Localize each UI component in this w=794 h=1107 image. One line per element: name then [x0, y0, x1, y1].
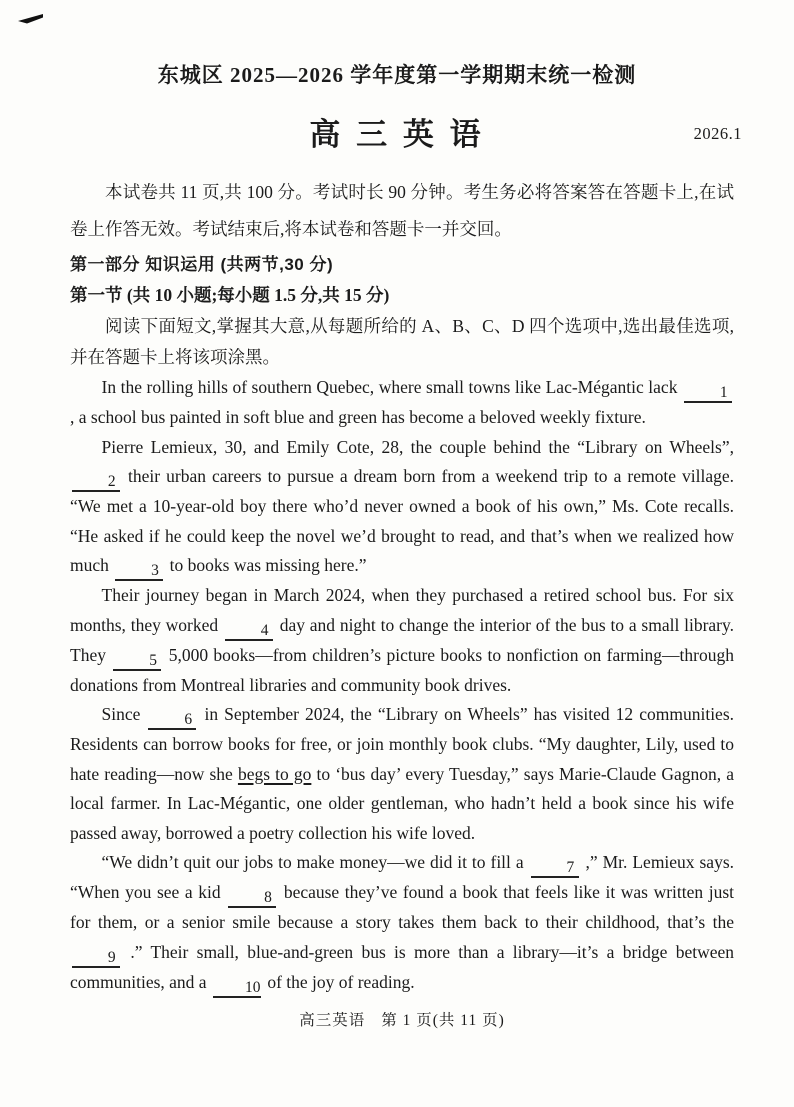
blank-number: 2 [107, 473, 116, 490]
cloze-instructions: 阅读下面短文,掌握其大意,从每题所给的 A、B、C、D 四个选项中,选出最佳选项,并在答题卡上将该项涂黑。 [70, 316, 734, 367]
exam-header [0, 0, 794, 156]
cloze-blank-6 [148, 709, 196, 730]
blank-number: 5 [149, 651, 157, 669]
passage-text: Pierre Lemieux, 30, and Emily Cote, 28, the couple behind the “Library on Wheels”, [101, 436, 734, 457]
passage-text: , a school bus painted in soft blue and green has become a beloved weekly fixture. [70, 407, 646, 427]
blank-number: 10 [244, 978, 261, 996]
blank-number: 6 [184, 711, 193, 728]
blank-number: 4 [260, 621, 269, 639]
cloze-blank-7 [531, 857, 579, 878]
blank-number: 8 [264, 889, 272, 906]
exam-body [70, 174, 734, 1030]
passage-paragraph-5 [70, 848, 734, 998]
passage-text: because they’ve found a book that feels like it was written just for them, or a senior smile because a story takes them back to their childhood, that’s the [70, 882, 735, 932]
cloze-blank-3 [115, 560, 163, 581]
passage-text: Since [101, 704, 141, 724]
exam-date: 2026.1 [693, 124, 742, 143]
section1-heading: 第一节 (共 10 小题;每小题 1.5 分,共 15 分) [70, 285, 390, 305]
passage-text: to books was missing here.” [169, 555, 367, 575]
passage-paragraph-4 [70, 700, 734, 848]
passage-text: of the joy of reading. [267, 971, 415, 992]
part1-heading: 第一部分 知识运用 (共两节,30 分) [70, 255, 334, 274]
blank-number: 1 [719, 384, 728, 401]
passage-text: ,” Mr. Lemieux says. “When you see a kid [70, 852, 735, 902]
corner-flag-icon [18, 14, 44, 26]
cloze-blank-5 [113, 650, 161, 671]
blank-number: 3 [151, 562, 159, 579]
passage-text: .” Their small, blue-and-green bus is more than a library—it’s a bridge between communities, and a [70, 941, 735, 992]
passage-text: their urban careers to pursue a dream born from a weekend trip to a remote village. “We met a 10-year-old boy there who’d never owned a book of his own,” Ms. Cote recalls. “He asked if he could keep the novel we’d brought to read, and that’s when we realized how much [70, 466, 734, 575]
passage-paragraph-2 [70, 433, 734, 582]
passage-text: 5,000 books—from children’s picture books to nonfiction on farming—through donations from Montreal libraries and community book drives. [70, 644, 735, 695]
exam-notice: 本试卷共 11 页,共 100 分。考试时长 90 分钟。考生务必将答案答在答题卡上,在试卷上作答无效。考试结束后,将本试卷和答题卡一并交回。 [70, 182, 734, 239]
cloze-blank-10 [213, 977, 261, 998]
passage-text: in September 2024, the “Library on Wheels” has visited 12 communities. Residents can borrow books for free, or join monthly book clubs. “My daughter, Lily, used to hate reading—now she [70, 704, 735, 784]
blank-number: 7 [566, 859, 575, 876]
exam-session-title: 东城区 2025—2026 学年度第一学期期末统一检测 [157, 63, 637, 87]
footer-subject: 高三英语 [299, 1011, 366, 1029]
passage-paragraph-3 [70, 581, 734, 700]
passage-paragraph-1 [70, 373, 734, 433]
blank-number: 9 [107, 948, 116, 966]
cloze-blank-2 [72, 471, 120, 492]
passage-text: “We didn’t quit our jobs to make money—we did it to fill a [101, 852, 524, 872]
cloze-blank-4 [225, 620, 273, 641]
footer-page-number: 第 1 页(共 11 页) [381, 1011, 505, 1029]
page-footer [70, 1008, 734, 1030]
passage-text: day and night to change the interior of the bus to a small library. They [70, 614, 734, 665]
cloze-blank-1 [684, 382, 732, 403]
passage-text: In the rolling hills of southern Quebec, where small towns like Lac-Mégantic lack [101, 377, 678, 397]
subject-title-row [0, 114, 794, 156]
underlined-phrase: begs to go [237, 763, 312, 784]
passage-text: to ‘bus day’ every Tuesday,” says Marie-Claude Gagnon, a local farmer. In Lac-Mégantic, one older gentleman, who hadn’t held a book since his wife passed away, borrowed a poetry collection his wife loved. [70, 763, 735, 843]
cloze-blank-9 [72, 947, 120, 968]
subject-title: 高 三 英 语 [309, 117, 485, 152]
passage-text: Their journey began in March 2024, when they purchased a retired school bus. For six months, they worked [70, 585, 734, 635]
cloze-blank-8 [228, 887, 276, 908]
